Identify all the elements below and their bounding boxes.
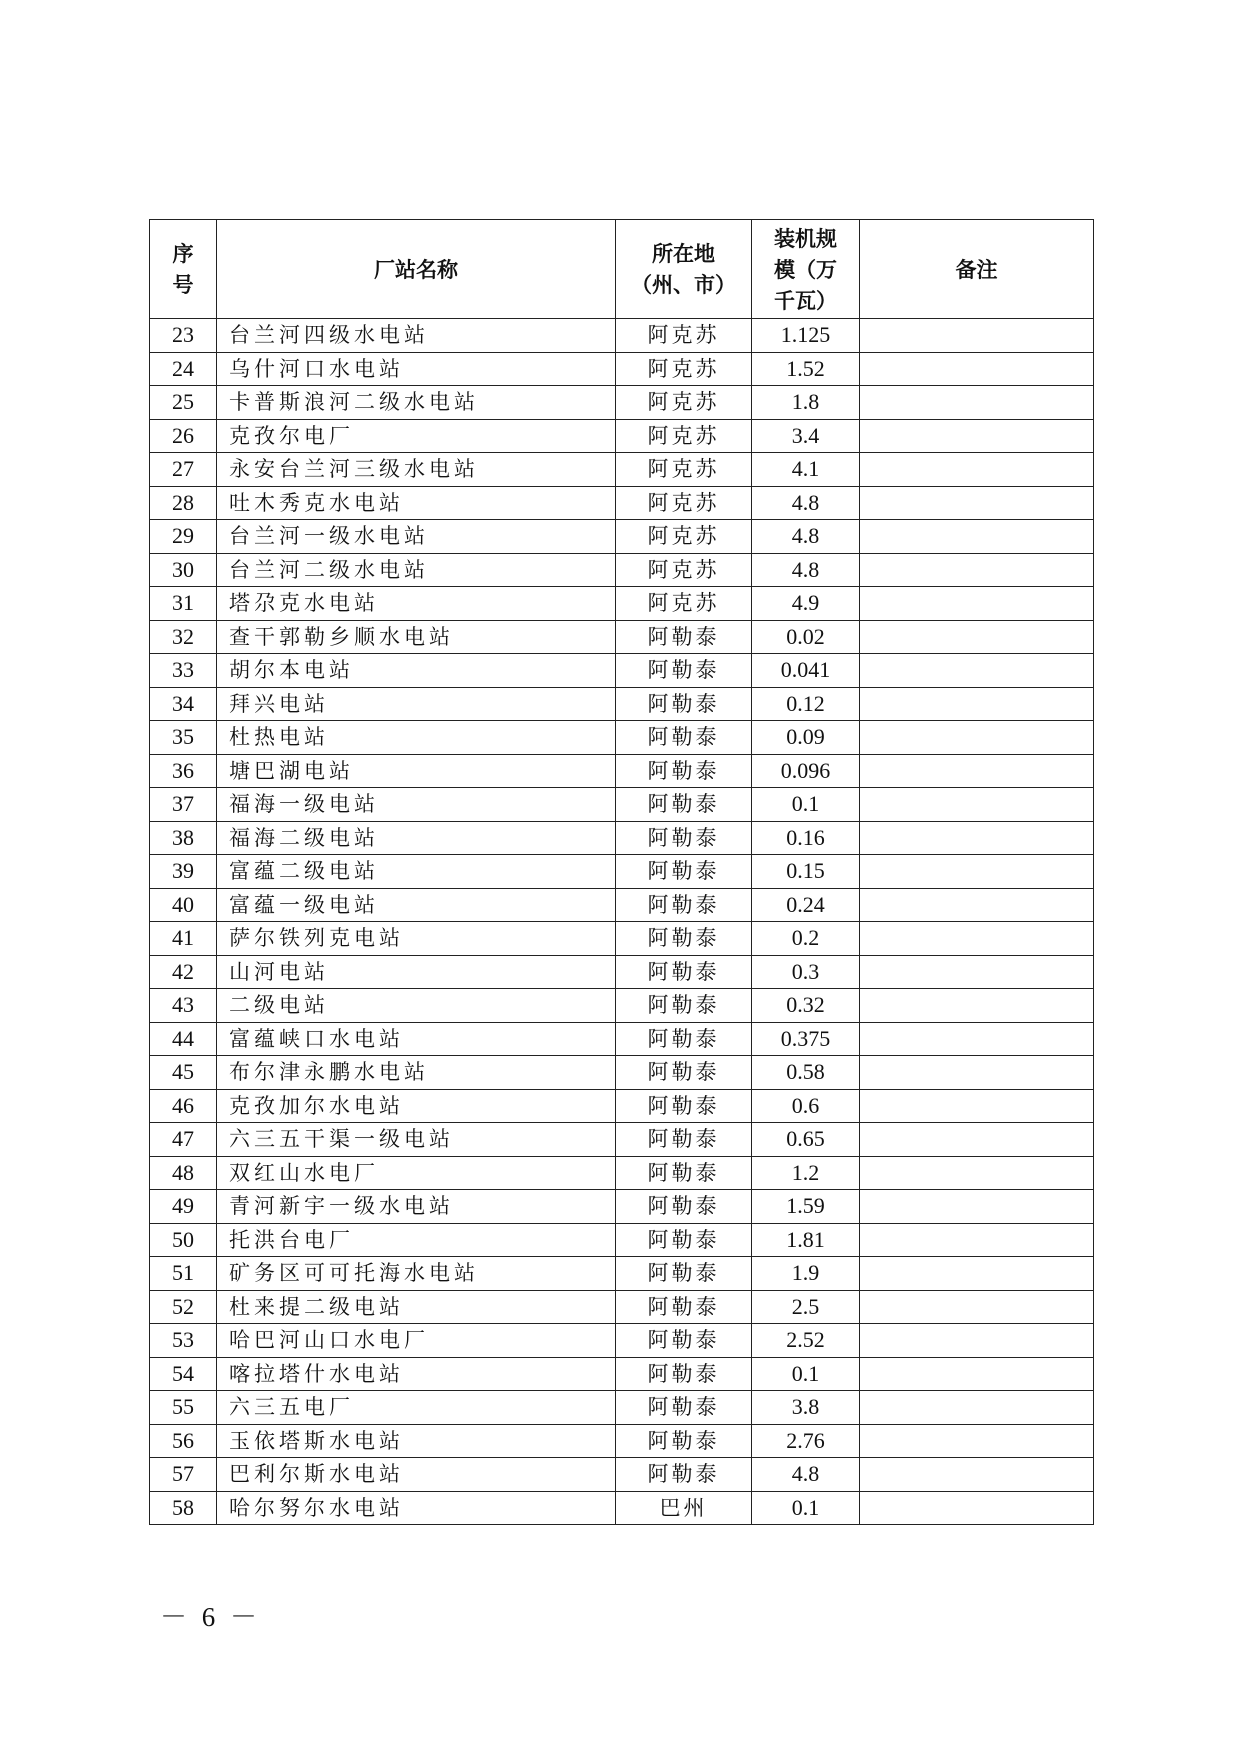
table-row [150,1257,1094,1291]
table-row [150,620,1094,654]
cell-station-name: 青河新宇一级水电站 [217,1190,616,1224]
cell-seq: 55 [150,1391,217,1425]
cell-location: 阿勒泰 [616,1123,752,1157]
cell-station-name: 台兰河一级水电站 [217,520,616,554]
table-row [150,1190,1094,1224]
cell-location: 阿勒泰 [616,821,752,855]
table-row [150,386,1094,420]
table-row [150,319,1094,353]
cell-capacity: 0.041 [752,654,860,688]
cell-station-name: 富蕴二级电站 [217,855,616,889]
cell-seq: 31 [150,587,217,621]
cell-remark [860,419,1094,453]
cell-location: 阿勒泰 [616,1089,752,1123]
cell-station-name: 富蕴峡口水电站 [217,1022,616,1056]
power-station-table [149,219,1094,1525]
cell-remark [860,721,1094,755]
table-row [150,1056,1094,1090]
cell-capacity: 0.12 [752,687,860,721]
cell-station-name: 福海一级电站 [217,788,616,822]
cell-station-name: 布尔津永鹏水电站 [217,1056,616,1090]
cell-seq: 26 [150,419,217,453]
cell-seq: 40 [150,888,217,922]
cell-capacity: 3.8 [752,1391,860,1425]
cell-station-name: 玉依塔斯水电站 [217,1424,616,1458]
cell-seq: 30 [150,553,217,587]
cell-seq: 49 [150,1190,217,1224]
cell-capacity: 2.76 [752,1424,860,1458]
cell-remark [860,989,1094,1023]
cell-seq: 56 [150,1424,217,1458]
cell-station-name: 卡普斯浪河二级水电站 [217,386,616,420]
cell-capacity: 4.8 [752,486,860,520]
table-row [150,754,1094,788]
cell-location: 阿勒泰 [616,888,752,922]
cell-seq: 57 [150,1458,217,1492]
cell-seq: 38 [150,821,217,855]
cell-capacity: 1.125 [752,319,860,353]
table-row [150,654,1094,688]
cell-capacity: 0.65 [752,1123,860,1157]
cell-station-name: 喀拉塔什水电站 [217,1357,616,1391]
cell-location: 阿克苏 [616,352,752,386]
cell-remark [860,1056,1094,1090]
table-row [150,1357,1094,1391]
cell-remark [860,520,1094,554]
cell-capacity: 0.15 [752,855,860,889]
cell-location: 阿克苏 [616,386,752,420]
cell-seq: 54 [150,1357,217,1391]
cell-station-name: 双红山水电厂 [217,1156,616,1190]
cell-seq: 50 [150,1223,217,1257]
header-seq: 序 号 [150,220,217,319]
cell-location: 阿克苏 [616,486,752,520]
cell-station-name: 萨尔铁列克电站 [217,922,616,956]
cell-remark [860,855,1094,889]
cell-seq: 24 [150,352,217,386]
cell-location: 阿克苏 [616,319,752,353]
cell-location: 巴州 [616,1491,752,1525]
table-row [150,1223,1094,1257]
cell-remark [860,888,1094,922]
cell-location: 阿勒泰 [616,1156,752,1190]
cell-remark [860,922,1094,956]
header-remark: 备注 [860,220,1094,319]
cell-location: 阿勒泰 [616,955,752,989]
cell-remark [860,1290,1094,1324]
table-row [150,855,1094,889]
cell-capacity: 0.375 [752,1022,860,1056]
cell-seq: 43 [150,989,217,1023]
cell-location: 阿勒泰 [616,1458,752,1492]
table-row [150,1424,1094,1458]
cell-station-name: 克孜尔电厂 [217,419,616,453]
cell-capacity: 0.02 [752,620,860,654]
cell-station-name: 乌什河口水电站 [217,352,616,386]
cell-location: 阿勒泰 [616,1056,752,1090]
cell-location: 阿勒泰 [616,1290,752,1324]
table-row [150,1391,1094,1425]
cell-remark [860,821,1094,855]
cell-capacity: 1.59 [752,1190,860,1224]
header-location: 所在地 （州、市） [616,220,752,319]
cell-remark [860,1491,1094,1525]
cell-capacity: 3.4 [752,419,860,453]
cell-location: 阿勒泰 [616,1257,752,1291]
table-row [150,553,1094,587]
cell-station-name: 六三五干渠一级电站 [217,1123,616,1157]
cell-capacity: 0.3 [752,955,860,989]
cell-location: 阿勒泰 [616,855,752,889]
cell-seq: 25 [150,386,217,420]
table-row [150,520,1094,554]
cell-station-name: 富蕴一级电站 [217,888,616,922]
cell-capacity: 1.2 [752,1156,860,1190]
table-row [150,788,1094,822]
cell-capacity: 1.8 [752,386,860,420]
cell-seq: 33 [150,654,217,688]
table-header-row [150,220,1094,319]
cell-capacity: 4.9 [752,587,860,621]
cell-seq: 45 [150,1056,217,1090]
cell-station-name: 塔尕克水电站 [217,587,616,621]
cell-station-name: 查干郭勒乡顺水电站 [217,620,616,654]
cell-capacity: 1.9 [752,1257,860,1291]
header-capacity: 装机规 模（万 千瓦） [752,220,860,319]
cell-station-name: 二级电站 [217,989,616,1023]
cell-capacity: 2.52 [752,1324,860,1358]
cell-station-name: 台兰河四级水电站 [217,319,616,353]
cell-station-name: 拜兴电站 [217,687,616,721]
cell-station-name: 山河电站 [217,955,616,989]
cell-location: 阿勒泰 [616,654,752,688]
cell-capacity: 0.58 [752,1056,860,1090]
table-row [150,1123,1094,1157]
table-body [150,319,1094,1525]
cell-remark [860,1257,1094,1291]
cell-seq: 52 [150,1290,217,1324]
cell-seq: 28 [150,486,217,520]
cell-station-name: 福海二级电站 [217,821,616,855]
cell-location: 阿勒泰 [616,1324,752,1358]
cell-capacity: 4.8 [752,553,860,587]
cell-remark [860,1190,1094,1224]
cell-capacity: 4.8 [752,520,860,554]
cell-remark [860,1324,1094,1358]
cell-remark [860,1089,1094,1123]
table-row [150,721,1094,755]
cell-remark [860,620,1094,654]
cell-station-name: 巴利尔斯水电站 [217,1458,616,1492]
cell-capacity: 0.32 [752,989,860,1023]
cell-capacity: 0.2 [752,922,860,956]
cell-remark [860,1156,1094,1190]
cell-station-name: 台兰河二级水电站 [217,553,616,587]
cell-remark [860,1223,1094,1257]
table-row [150,687,1094,721]
cell-seq: 32 [150,620,217,654]
table-row [150,821,1094,855]
cell-location: 阿勒泰 [616,687,752,721]
table-row [150,453,1094,487]
cell-seq: 47 [150,1123,217,1157]
table-row [150,486,1094,520]
cell-location: 阿克苏 [616,587,752,621]
cell-seq: 53 [150,1324,217,1358]
cell-location: 阿克苏 [616,453,752,487]
cell-remark [860,754,1094,788]
cell-location: 阿勒泰 [616,1022,752,1056]
cell-seq: 41 [150,922,217,956]
cell-capacity: 0.1 [752,1357,860,1391]
cell-station-name: 塘巴湖电站 [217,754,616,788]
cell-location: 阿勒泰 [616,754,752,788]
table-row [150,587,1094,621]
cell-seq: 27 [150,453,217,487]
cell-seq: 34 [150,687,217,721]
cell-capacity: 0.1 [752,788,860,822]
cell-remark [860,788,1094,822]
cell-remark [860,1123,1094,1157]
cell-seq: 23 [150,319,217,353]
cell-seq: 48 [150,1156,217,1190]
cell-remark [860,1357,1094,1391]
cell-location: 阿克苏 [616,553,752,587]
cell-remark [860,1022,1094,1056]
cell-remark [860,352,1094,386]
cell-station-name: 胡尔本电站 [217,654,616,688]
cell-seq: 29 [150,520,217,554]
cell-location: 阿勒泰 [616,1391,752,1425]
cell-capacity: 0.24 [752,888,860,922]
table-row [150,922,1094,956]
cell-seq: 42 [150,955,217,989]
cell-seq: 58 [150,1491,217,1525]
cell-capacity: 0.096 [752,754,860,788]
cell-seq: 36 [150,754,217,788]
table-row [150,1458,1094,1492]
cell-remark [860,687,1094,721]
cell-capacity: 0.6 [752,1089,860,1123]
header-name: 厂站名称 [217,220,616,319]
cell-remark [860,654,1094,688]
table-row [150,1324,1094,1358]
cell-location: 阿勒泰 [616,922,752,956]
cell-location: 阿勒泰 [616,1424,752,1458]
cell-remark [860,386,1094,420]
cell-remark [860,486,1094,520]
table-row [150,419,1094,453]
cell-remark [860,553,1094,587]
cell-capacity: 0.1 [752,1491,860,1525]
table-row [150,888,1094,922]
cell-station-name: 六三五电厂 [217,1391,616,1425]
cell-seq: 51 [150,1257,217,1291]
cell-remark [860,453,1094,487]
cell-station-name: 克孜加尔水电站 [217,1089,616,1123]
cell-location: 阿勒泰 [616,788,752,822]
cell-location: 阿勒泰 [616,1190,752,1224]
cell-remark [860,319,1094,353]
table-row [150,1290,1094,1324]
cell-capacity: 1.81 [752,1223,860,1257]
cell-remark [860,1424,1094,1458]
cell-capacity: 4.8 [752,1458,860,1492]
cell-location: 阿勒泰 [616,989,752,1023]
cell-station-name: 矿务区可可托海水电站 [217,1257,616,1291]
cell-station-name: 托洪台电厂 [217,1223,616,1257]
cell-seq: 39 [150,855,217,889]
table-row [150,1022,1094,1056]
cell-station-name: 哈巴河山口水电厂 [217,1324,616,1358]
table-row [150,1156,1094,1190]
cell-capacity: 0.16 [752,821,860,855]
cell-location: 阿勒泰 [616,1357,752,1391]
cell-location: 阿勒泰 [616,1223,752,1257]
cell-station-name: 吐木秀克水电站 [217,486,616,520]
cell-location: 阿克苏 [616,520,752,554]
cell-station-name: 杜来提二级电站 [217,1290,616,1324]
cell-remark [860,587,1094,621]
cell-capacity: 2.5 [752,1290,860,1324]
table-row [150,1089,1094,1123]
cell-station-name: 哈尔努尔水电站 [217,1491,616,1525]
table-row [150,955,1094,989]
cell-seq: 46 [150,1089,217,1123]
cell-remark [860,955,1094,989]
cell-station-name: 杜热电站 [217,721,616,755]
cell-location: 阿克苏 [616,419,752,453]
table-row [150,989,1094,1023]
page-number: － 6 － [160,1602,261,1632]
cell-capacity: 0.09 [752,721,860,755]
cell-capacity: 1.52 [752,352,860,386]
cell-seq: 44 [150,1022,217,1056]
cell-remark [860,1458,1094,1492]
cell-seq: 35 [150,721,217,755]
table-row [150,352,1094,386]
cell-location: 阿勒泰 [616,620,752,654]
cell-remark [860,1391,1094,1425]
cell-station-name: 永安台兰河三级水电站 [217,453,616,487]
table-row [150,1491,1094,1525]
cell-capacity: 4.1 [752,453,860,487]
cell-location: 阿勒泰 [616,721,752,755]
cell-seq: 37 [150,788,217,822]
